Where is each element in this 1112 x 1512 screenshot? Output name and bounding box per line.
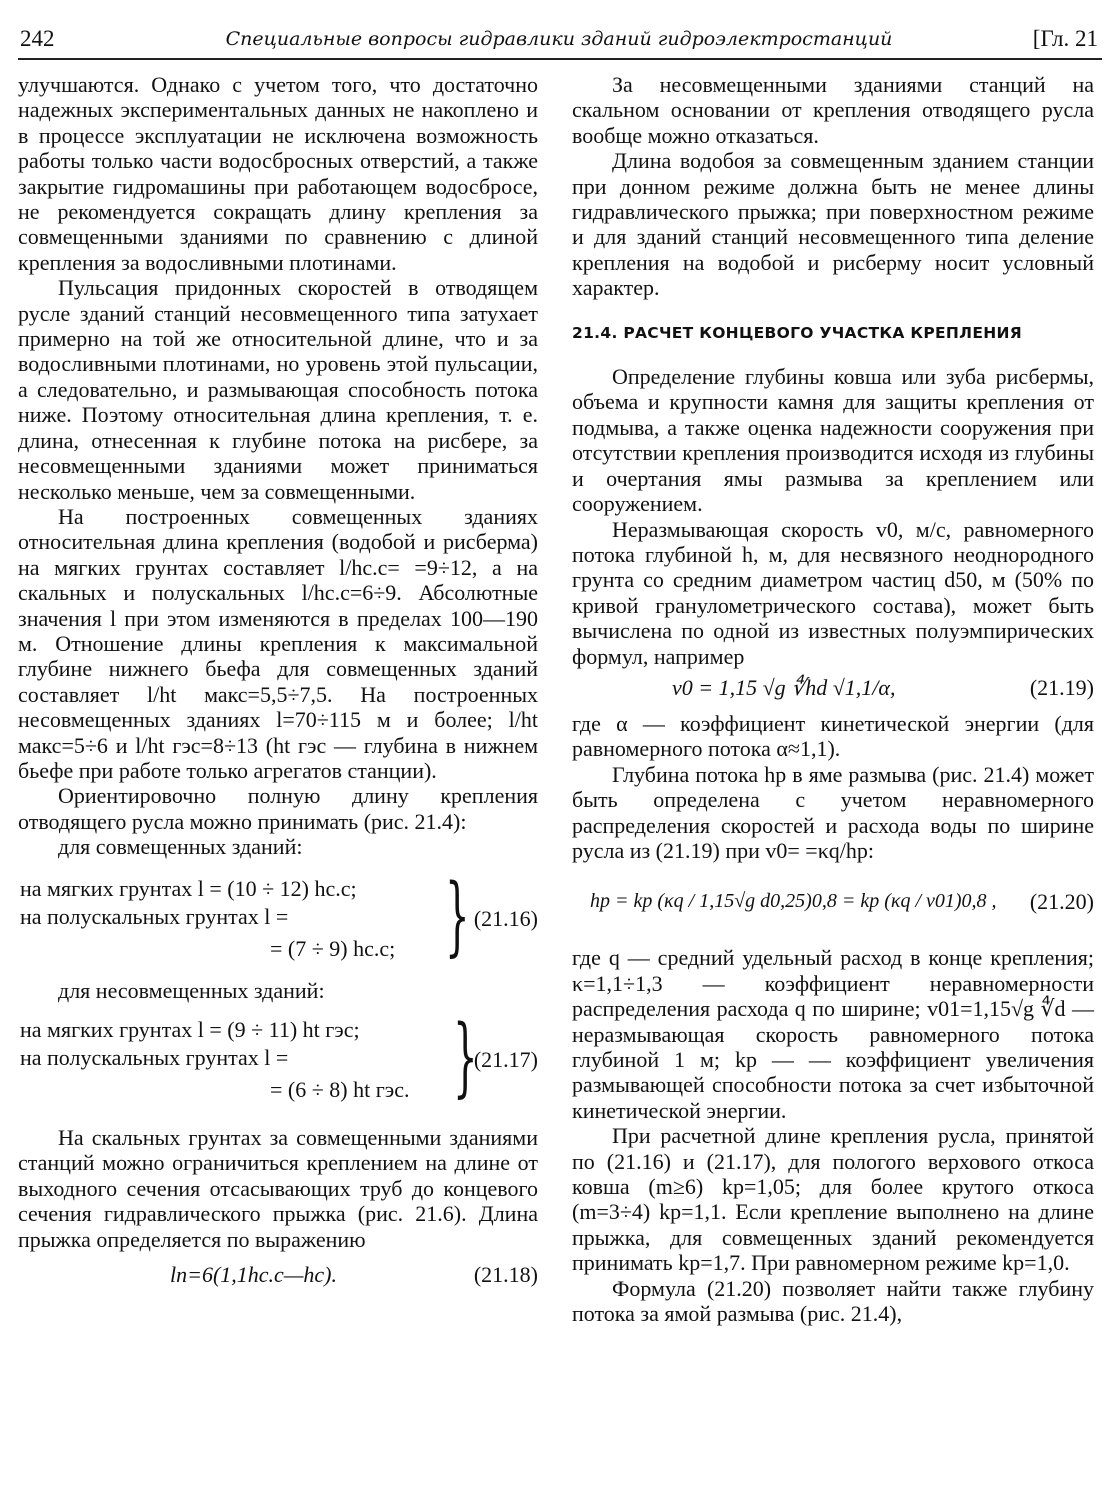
paragraph: Ориентировочно полную длину крепления отводящего русла можно принимать (рис. 21.4): xyxy=(18,783,538,834)
equation-number: (21.17) xyxy=(473,1047,538,1072)
chapter-label: [Гл. 21 xyxy=(1032,26,1098,51)
paragraph: Пульсация придонных скоростей в отводящем русле зданий станций несовмещенного типа затухает примерно на той же относительной длине, что и за водосливными плотинами, но уровень этой пульсации, а следовательно, и размывающая способность потока ниже. Поэтому относительная длина крепления, т. е. длина, отнесенная к глубине потока на рисбере, за несовмещенными зданиями может приниматься несколько меньше, чем за совмещенными. xyxy=(18,275,538,504)
right-column xyxy=(572,72,1094,1326)
paragraph: Глубина потока hр в яме размыва (рис. 21.4) может быть определена с учетом неравномерного распределения скоростей и расхода воды по ширине русла из (21.19) при v0= =κq/hр: xyxy=(572,761,1094,863)
equation-number: (21.18) xyxy=(473,1262,538,1288)
paragraph: где α — коэффициент кинетической энергии (для равномерного потока α≈1,1). xyxy=(572,710,1094,762)
paragraph: где q — средний удельный расход в конце крепления; κ=1,1÷1,3 — коэффициент неравномерности распределения расхода q по ширине; v01=1,15√g ∜d — неразмывающая скорость равномерного потока глубиной 1 м; kр — — коэффициент увеличения размывающей способности потока за счет избыточной кинетической энергии. xyxy=(572,945,1094,1123)
formula-21-16 xyxy=(18,865,538,970)
formula-line: на мягких грунтах l = (9 ÷ 11) ht гэс; xyxy=(20,1017,360,1042)
paragraph: Формула (21.20) позволяет найти также глубину потока за ямой размыва (рис. 21.4), xyxy=(572,1275,1094,1327)
right-brace: } xyxy=(445,865,470,966)
right-brace: } xyxy=(453,1007,478,1107)
formula-expression: v0 = 1,15 √g ∜hd √1,1/α, xyxy=(672,674,896,700)
paragraph: Длина водобоя за совмещенным зданием станции при донном режиме должна быть не менее длины гидравлического прыжка; при поверхностном режиме и для зданий станций несовмещенного типа деление крепления на водобой и рисберму носит условный характер. xyxy=(572,148,1094,301)
paragraph: Определение глубины ковша или зуба рисбермы, объема и крупности камня для защиты крепления от подмыва, а также оценка надежности сооружения при отсутствии крепления производится исходя из глубины и очертания ямы размыва за креплением или сооружением. xyxy=(572,364,1094,517)
formula-line: на полускальных грунтах l = xyxy=(20,1045,289,1070)
running-title: Специальные вопросы гидравлики зданий гидроэлектростанций xyxy=(225,28,893,50)
formula-line: = (6 ÷ 8) ht гэс. xyxy=(270,1077,410,1102)
equation-number: (21.20) xyxy=(1029,889,1094,915)
formula-expression: hр = kр (κq / 1,15√g d0,25)0,8 = kр (κq / v01)0,8 , xyxy=(590,890,997,913)
left-column xyxy=(18,72,538,1298)
equation-number: (21.19) xyxy=(1029,674,1094,700)
equation-number: (21.16) xyxy=(473,905,538,931)
paragraph: улучшаются. Однако с учетом того, что достаточно надежных экспериментальных данных не накоплено и в процессе эксплуатации не исключена возможность работы только части водосбросных отверстий, а также закрытие гидромашины при работающем водосбросе, не рекомендуется сокращать длину крепления за совмещенными зданиями по сравнению с длиной крепления за водосливными плотинами. xyxy=(18,72,538,275)
formula-21-18 xyxy=(18,1262,538,1292)
formula-line: = (7 ÷ 9) hс.с; xyxy=(270,935,396,961)
formula-21-20 xyxy=(572,873,1094,935)
formula-line: на полускальных грунтах l = xyxy=(20,903,289,929)
formula-expression: lп=6(1,1hс.с—hс). xyxy=(170,1262,337,1288)
paragraph: На скальных грунтах за совмещенными зданиями станций можно ограничиться креплением на длине от выходного сечения отсасывающих труб до концевого сечения гидравлического прыжка (рис. 21.6). Длина прыжка определяется по выражению xyxy=(18,1125,538,1252)
paragraph: За несовмещенными зданиями станций на скальном основании от крепления отводящего русла вообще можно отказаться. xyxy=(572,72,1094,148)
header-rule xyxy=(18,58,1102,60)
formula-line: на мягких грунтах l = (10 ÷ 12) hс.с; xyxy=(20,875,357,901)
running-header xyxy=(20,26,1098,56)
section-heading: 21.4. РАСЧЕТ КОНЦЕВОГО УЧАСТКА КРЕПЛЕНИЯ xyxy=(572,323,1022,342)
paragraph: Неразмывающая скорость v0, м/с, равномерного потока глубиной h, м, для несвязного неоднородного грунта со средним диаметром частиц d50, м (50% по кривой гранулометрического состава), может быть вычислена по одной из известных полуэмпирических формул, например xyxy=(572,516,1094,669)
formula-21-17 xyxy=(18,1007,538,1111)
page-number: 242 xyxy=(20,26,55,51)
paragraph: При расчетной длине крепления русла, принятой по (21.16) и (21.17), для пологого верхового откоса ковша (m≥6) kр=1,05; для более крутого откоса (m=3÷4) kр=1,1. Если крепление выполнено на длине прыжка, для совмещенных зданий рекомендуется принимать kр=1,7. При равномерном режиме kр=1,0. xyxy=(572,1123,1094,1276)
paragraph: для несовмещенных зданий: xyxy=(58,977,325,1003)
paragraph: для совмещенных зданий: xyxy=(58,834,303,860)
formula-21-19 xyxy=(572,675,1094,705)
paragraph: На построенных совмещенных зданиях относительная длина крепления (водобой и рисберма) на мягких грунтах составляет l/hc.c= =9÷12, а на скальных и полускальных l/hc.c=6÷9. Абсолютные значения l при этом изменяются в пределах 100—190 м. Отношение длины крепления к максимальной глубине нижнего бьефа для совмещенных зданий составляет l/ht макс=5,5÷7,5. На построенных несовмещенных зданиях l=70÷115 м и более; l/ht макс=5÷6 и l/ht гэс=8÷13 (ht гэс — глубина в нижнем бьефе при работе только агрегатов станции). xyxy=(18,503,538,783)
